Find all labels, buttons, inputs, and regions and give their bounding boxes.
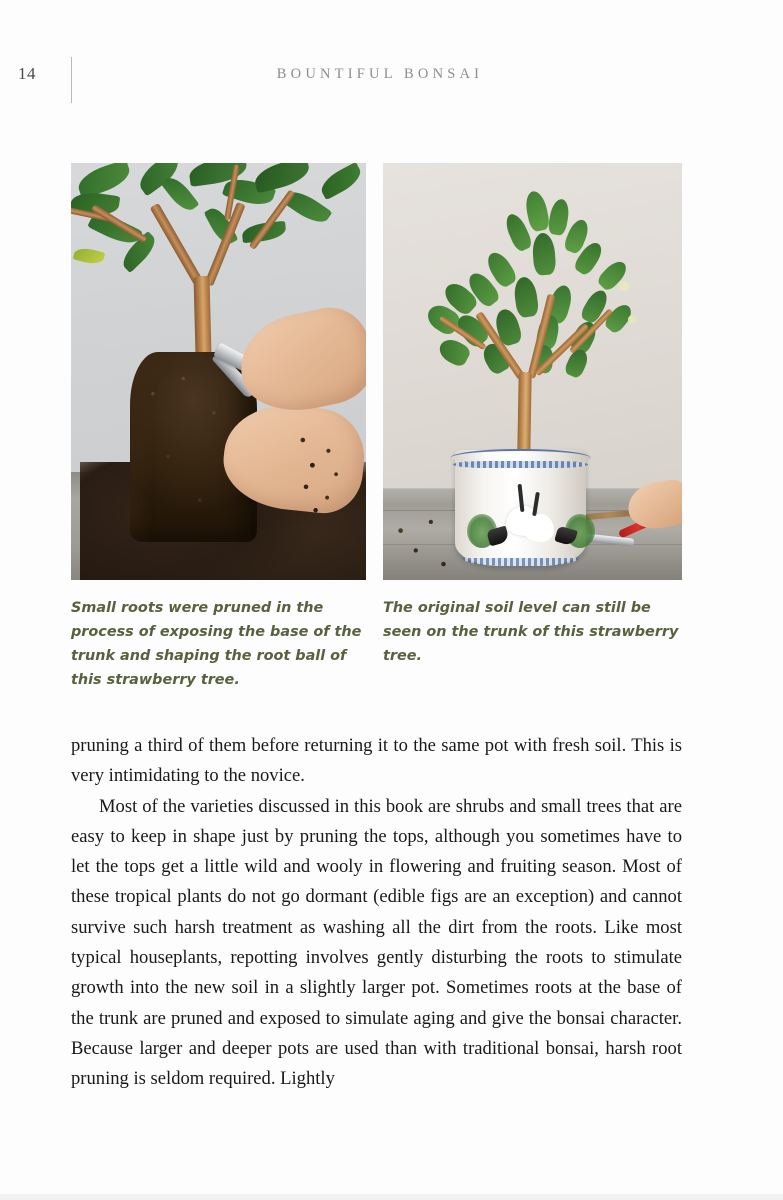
book-title: BOUNTIFUL BONSAI [276,66,484,82]
paragraph: Most of the varieties discussed in this book are shrubs and small trees that are easy to keep in shape just by pruning the tops, although you sometimes have to let the tops get a little wild and wooly in flowering and fruiting season. Most of these tropical plants do not go dormant (edible figs are an exception) and cannot survive such harsh treatment as washing all the dirt from the roots. Like most typical houseplants, repotting involves gently disturbing the roots to stimulate growth into the new soil in a slightly larger pot. Sometimes roots at the base of the trunk are pruned and exposed to simulate aging and give the bonsai character. Because larger and deeper pots are used than with traditional bonsai, harsh root pruning is seldom required. Lightly [71,795,682,1090]
pot-motif-crane [524,514,554,542]
figure-caption-right: The original soil level can still be seen on the trunk of this strawberry tree. [383,600,679,664]
leaf [252,163,312,193]
flower-bud [628,315,637,324]
tree-trunk [517,372,531,454]
leaf [523,189,551,232]
leaf [512,276,539,319]
photo-potted-tree [383,163,682,580]
leaf [317,163,365,200]
page-bottom-edge [0,1194,783,1200]
flower-bud [619,281,629,291]
figure-row [71,163,682,580]
body-text [71,731,682,1095]
figure-root-pruning [71,163,366,580]
running-head [0,52,783,104]
figure-caption-left: Small roots were pruned in the process of exposing the base of the trunk and shaping the root ball of this strawberry tree. [71,600,362,688]
falling-soil-particles [290,431,354,521]
paragraph-continued: pruning a third of them before returning it to the same pot with fresh soil. This is very intimidating to the novice. [71,735,682,787]
pot-rim-band [453,461,588,468]
header-divider-rule [71,57,72,103]
photo-root-pruning [71,163,366,580]
leaf [73,246,105,267]
leaf [531,232,556,275]
leaf [547,198,571,237]
leaf [563,347,591,380]
page-number: 14 [18,64,36,83]
foliage-group [383,185,682,415]
figure-potted-tree [383,163,682,580]
